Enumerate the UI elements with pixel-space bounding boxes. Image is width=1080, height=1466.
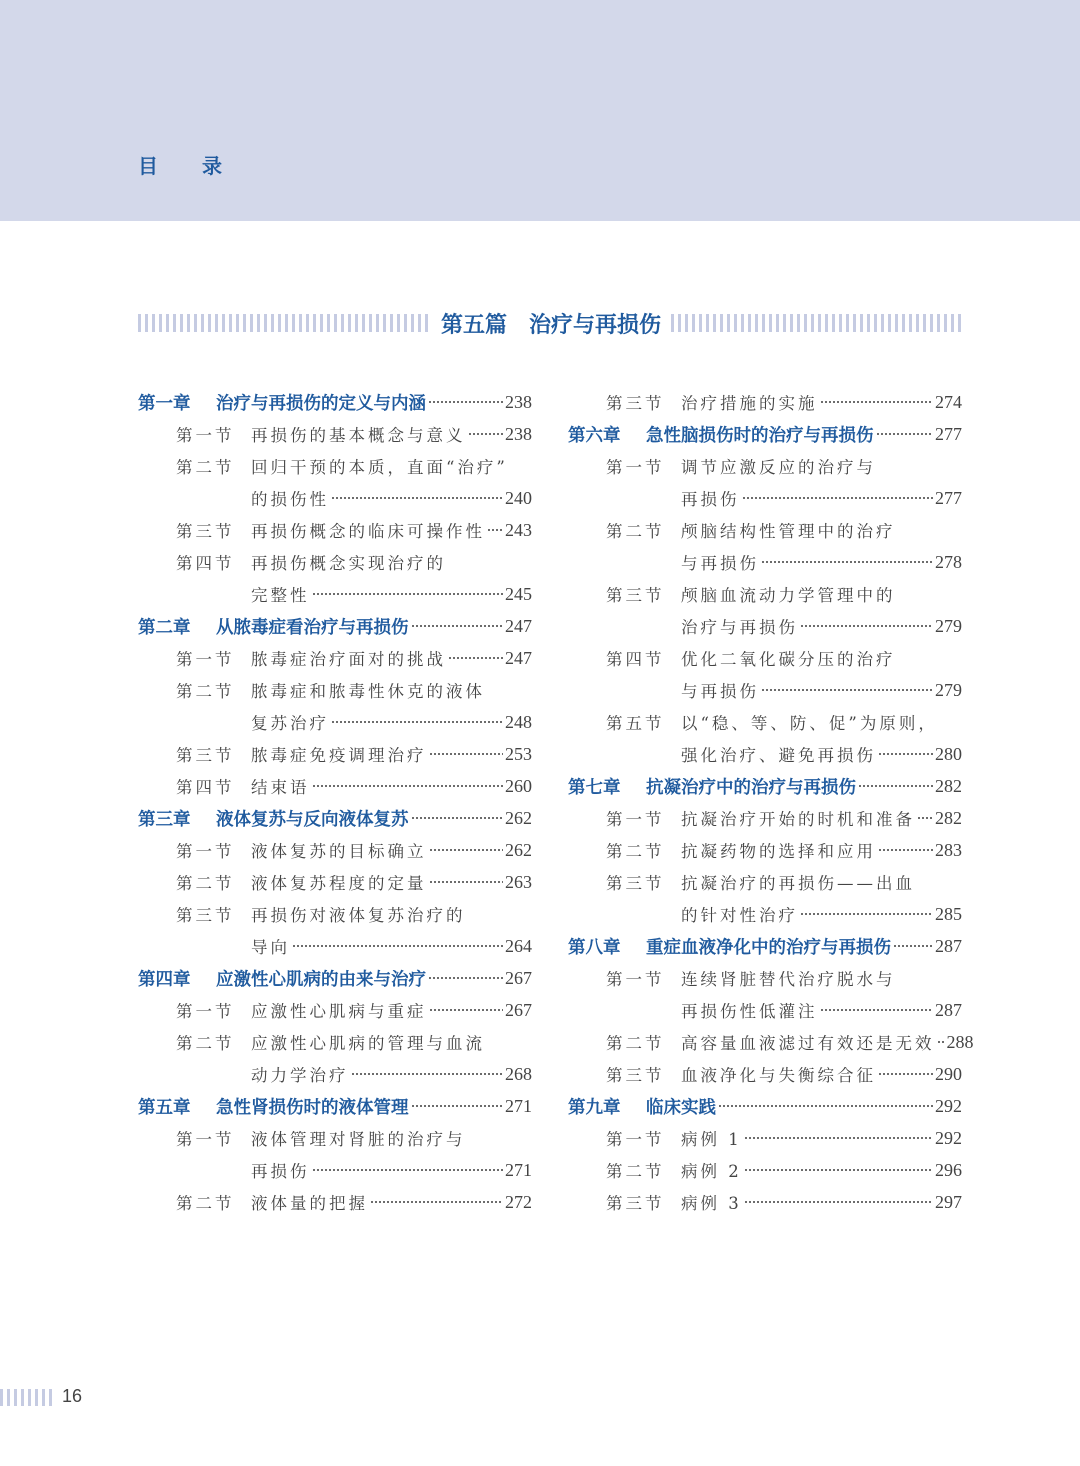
toc-section[interactable] (568, 706, 962, 738)
part-label: 第五篇 (440, 312, 507, 338)
section-label: 第二节 (606, 1034, 665, 1053)
section-title-cont: 复苏治疗 (251, 714, 329, 733)
chapter-label: 第六章 (568, 425, 621, 446)
toc-chapter-4[interactable] (138, 962, 532, 994)
decorative-bars-right (671, 314, 964, 332)
section-label: 第二节 (176, 682, 235, 701)
toc-section[interactable] (138, 450, 532, 482)
section-label: 第三节 (606, 1194, 665, 1213)
section-title: 病例 1 (681, 1130, 742, 1149)
section-title-cont: 的损伤性 (251, 490, 329, 509)
section-label: 第三节 (606, 1066, 665, 1085)
chapter-label: 第八章 (568, 937, 621, 958)
page-number-ref: 243 (505, 519, 532, 540)
toc-column-left (138, 386, 532, 1218)
page-number-ref: 277 (935, 423, 962, 444)
section-label: 第一节 (606, 1130, 665, 1149)
section-title-cont: 强化治疗、避免再损伤 (681, 746, 876, 765)
section-title: 结束语 (251, 778, 310, 797)
section-label: 第二节 (176, 1194, 235, 1213)
toc-section[interactable] (138, 834, 532, 866)
toc-section[interactable] (138, 1026, 532, 1058)
section-label: 第一节 (176, 426, 235, 445)
section-title: 脓毒症治疗面对的挑战 (251, 650, 446, 669)
section-title: 再损伤概念的临床可操作性 (251, 522, 485, 541)
toc-section-continuation[interactable] (138, 482, 532, 514)
page-number-ref: 271 (505, 1095, 532, 1116)
toc-section[interactable] (138, 898, 532, 930)
section-title-cont: 与再损伤 (681, 554, 759, 573)
toc-chapter-5[interactable] (138, 1090, 532, 1122)
section-title: 病例 3 (681, 1194, 742, 1213)
section-title-cont: 再损伤 (251, 1162, 310, 1181)
section-label: 第三节 (176, 746, 235, 765)
toc-section[interactable] (138, 642, 532, 674)
toc-chapter-2[interactable] (138, 610, 532, 642)
section-label: 第二节 (606, 522, 665, 541)
section-label: 第一节 (176, 650, 235, 669)
page-number-ref: 296 (935, 1159, 962, 1180)
section-title: 抗凝治疗的再损伤——出血 (681, 874, 915, 893)
page-number-ref: 274 (935, 391, 962, 412)
chapter-title: 重症血液净化中的治疗与再损伤 (646, 937, 891, 958)
toc-section[interactable] (568, 1122, 962, 1154)
section-title: 应激性心肌病的管理与血流 (251, 1034, 485, 1053)
chapter-title: 从脓毒症看治疗与再损伤 (216, 617, 409, 638)
section-title: 高容量血液滤过有效还是无效 (681, 1034, 935, 1053)
section-title: 颅脑结构性管理中的治疗 (681, 522, 896, 541)
part-title (431, 308, 671, 339)
page-number-ref: 267 (505, 967, 532, 988)
page-number-ref: 263 (505, 871, 532, 892)
section-title: 再损伤概念实现治疗的 (251, 554, 446, 573)
section-label: 第三节 (176, 522, 235, 541)
section-title: 颅脑血流动力学管理中的 (681, 586, 896, 605)
page-number-ref: 280 (935, 743, 962, 764)
section-label: 第一节 (606, 970, 665, 989)
page-number-ref: 262 (505, 807, 532, 828)
page-number-ref: 271 (505, 1159, 532, 1180)
footer-decorative-bars (0, 1389, 54, 1406)
chapter-title: 液体复苏与反向液体复苏 (216, 809, 409, 830)
page-number-ref: 267 (505, 999, 532, 1020)
page-number-ref: 240 (505, 487, 532, 508)
chapter-title: 应激性心肌病的由来与治疗 (216, 969, 426, 990)
page-number-ref: 247 (505, 615, 532, 636)
toc-section-continuation[interactable] (568, 738, 962, 770)
section-title: 连续肾脏替代治疗脱水与 (681, 970, 896, 989)
page-number-ref: 264 (505, 935, 532, 956)
page-number-ref: 238 (505, 423, 532, 444)
chapter-label: 第九章 (568, 1097, 621, 1118)
section-title: 回归干预的本质，直面“治疗” (251, 458, 508, 477)
toc-section[interactable] (138, 674, 532, 706)
page-number-ref: 297 (935, 1191, 962, 1212)
chapter-title: 抗凝治疗中的治疗与再损伤 (646, 777, 856, 798)
section-title: 再损伤的基本概念与意义 (251, 426, 466, 445)
toc-section[interactable] (568, 386, 962, 418)
section-title: 调节应激反应的治疗与 (681, 458, 876, 477)
section-title-cont: 治疗与再损伤 (681, 618, 798, 637)
toc-section[interactable] (568, 514, 962, 546)
section-label: 第一节 (176, 1002, 235, 1021)
header-band (0, 0, 1080, 221)
page-number-ref: 283 (935, 839, 962, 860)
toc-chapter-3[interactable] (138, 802, 532, 834)
toc-section[interactable] (138, 770, 532, 802)
section-title: 液体管理对肾脏的治疗与 (251, 1130, 466, 1149)
chapter-title: 急性肾损伤时的液体管理 (216, 1097, 409, 1118)
page-number-ref: 282 (935, 775, 962, 796)
toc-section[interactable] (138, 418, 532, 450)
section-title: 应激性心肌病与重症 (251, 1002, 427, 1021)
page-number-ref: 290 (935, 1063, 962, 1084)
section-label: 第二节 (176, 874, 235, 893)
section-title: 抗凝药物的选择和应用 (681, 842, 876, 861)
section-label: 第四节 (176, 778, 235, 797)
toc-chapter-6[interactable] (568, 418, 962, 450)
part-heading (138, 306, 964, 340)
section-title-cont: 再损伤性低灌注 (681, 1002, 818, 1021)
section-label: 第二节 (606, 1162, 665, 1181)
section-title: 优化二氧化碳分压的治疗 (681, 650, 896, 669)
chapter-title: 临床实践 (646, 1097, 716, 1118)
section-title: 液体复苏的目标确立 (251, 842, 427, 861)
chapter-label: 第二章 (138, 617, 191, 638)
chapter-label: 第五章 (138, 1097, 191, 1118)
toc-section[interactable] (568, 578, 962, 610)
page-number-ref: 292 (935, 1127, 962, 1148)
page-number-ref: 238 (505, 391, 532, 412)
page-number-ref: 247 (505, 647, 532, 668)
toc-section-continuation[interactable] (138, 930, 532, 962)
toc-section[interactable] (568, 1154, 962, 1186)
section-title: 液体量的把握 (251, 1194, 368, 1213)
toc-section[interactable] (568, 802, 962, 834)
toc-section-continuation[interactable] (568, 546, 962, 578)
section-title-cont: 再损伤 (681, 490, 740, 509)
part-name: 治疗与再损伤 (529, 312, 662, 338)
toc-section[interactable] (138, 1186, 532, 1218)
chapter-title: 治疗与再损伤的定义与内涵 (216, 393, 426, 414)
page-number-ref: 287 (935, 999, 962, 1020)
toc-section-continuation[interactable] (138, 1154, 532, 1186)
toc-section[interactable] (138, 514, 532, 546)
section-title-cont: 与再损伤 (681, 682, 759, 701)
toc-section[interactable] (568, 866, 962, 898)
section-label: 第一节 (176, 1130, 235, 1149)
toc-section[interactable] (568, 962, 962, 994)
section-label: 第三节 (176, 906, 235, 925)
page-number: 16 (62, 1386, 83, 1406)
section-title: 脓毒症免疫调理治疗 (251, 746, 427, 765)
chapter-title: 急性脑损伤时的治疗与再损伤 (646, 425, 874, 446)
page-number-ref: 268 (505, 1063, 532, 1084)
section-title: 病例 2 (681, 1162, 742, 1181)
section-title: 以“稳、等、防、促”为原则， (681, 714, 938, 733)
section-label: 第四节 (606, 650, 665, 669)
section-label: 第五节 (606, 714, 665, 733)
decorative-bars-left (138, 314, 431, 332)
chapter-label: 第七章 (568, 777, 621, 798)
toc-section[interactable] (568, 834, 962, 866)
toc-section[interactable] (568, 1058, 962, 1090)
toc-section-continuation[interactable] (568, 482, 962, 514)
section-title-cont: 导向 (251, 938, 290, 957)
section-label: 第三节 (606, 394, 665, 413)
toc-section-continuation[interactable] (138, 1058, 532, 1090)
section-label: 第一节 (606, 458, 665, 477)
toc-section[interactable] (138, 1122, 532, 1154)
toc-section[interactable] (138, 994, 532, 1026)
page-number-ref: 248 (505, 711, 532, 732)
page-number-ref: 278 (935, 551, 962, 572)
toc-chapter-1[interactable] (138, 386, 532, 418)
toc-section-continuation[interactable] (138, 706, 532, 738)
toc-section-continuation[interactable] (568, 898, 962, 930)
section-title-cont: 的针对性治疗 (681, 906, 798, 925)
chapter-label: 第一章 (138, 393, 191, 414)
toc-section-continuation[interactable] (568, 674, 962, 706)
chapter-label: 第四章 (138, 969, 191, 990)
page-number-ref: 282 (935, 807, 962, 828)
toc-section[interactable] (568, 1026, 974, 1058)
page-number-ref: 277 (935, 487, 962, 508)
page-number-ref: 260 (505, 775, 532, 796)
section-label: 第二节 (176, 458, 235, 477)
section-title: 抗凝治疗开始的时机和准备 (681, 810, 915, 829)
chapter-label: 第三章 (138, 809, 191, 830)
page-number-ref: 288 (946, 1031, 974, 1052)
page-number-ref: 279 (935, 679, 962, 700)
page-number-ref: 279 (935, 615, 962, 636)
toc-section[interactable] (138, 738, 532, 770)
toc-section[interactable] (138, 546, 532, 578)
page-number-ref: 292 (935, 1095, 962, 1116)
page-number-ref: 287 (935, 935, 962, 956)
toc-chapter-8[interactable] (568, 930, 962, 962)
section-label: 第一节 (176, 842, 235, 861)
page-number-ref: 285 (935, 903, 962, 924)
section-title: 脓毒症和脓毒性休克的液体 (251, 682, 485, 701)
header-title: 目录 (138, 154, 266, 178)
toc-section[interactable] (568, 1186, 962, 1218)
section-title: 血液净化与失衡综合征 (681, 1066, 876, 1085)
section-title: 液体复苏程度的定量 (251, 874, 427, 893)
page-number-ref: 245 (505, 583, 532, 604)
toc-section[interactable] (568, 642, 962, 674)
toc-chapter-7[interactable] (568, 770, 962, 802)
page-number-ref: 253 (505, 743, 532, 764)
toc-section-continuation[interactable] (138, 578, 532, 610)
section-label: 第一节 (606, 810, 665, 829)
section-label: 第二节 (176, 1034, 235, 1053)
section-title-cont: 完整性 (251, 586, 310, 605)
toc-section[interactable] (568, 450, 962, 482)
section-label: 第二节 (606, 842, 665, 861)
section-label: 第三节 (606, 586, 665, 605)
toc-section[interactable] (138, 866, 532, 898)
toc-section-continuation[interactable] (568, 610, 962, 642)
toc-chapter-9[interactable] (568, 1090, 962, 1122)
section-title: 治疗措施的实施 (681, 394, 818, 413)
section-title: 再损伤对液体复苏治疗的 (251, 906, 466, 925)
page-number-ref: 262 (505, 839, 532, 860)
toc-column-right (568, 386, 974, 1218)
section-label: 第三节 (606, 874, 665, 893)
section-label: 第四节 (176, 554, 235, 573)
page-number-ref: 272 (505, 1191, 532, 1212)
toc-section-continuation[interactable] (568, 994, 962, 1026)
section-title-cont: 动力学治疗 (251, 1066, 349, 1085)
